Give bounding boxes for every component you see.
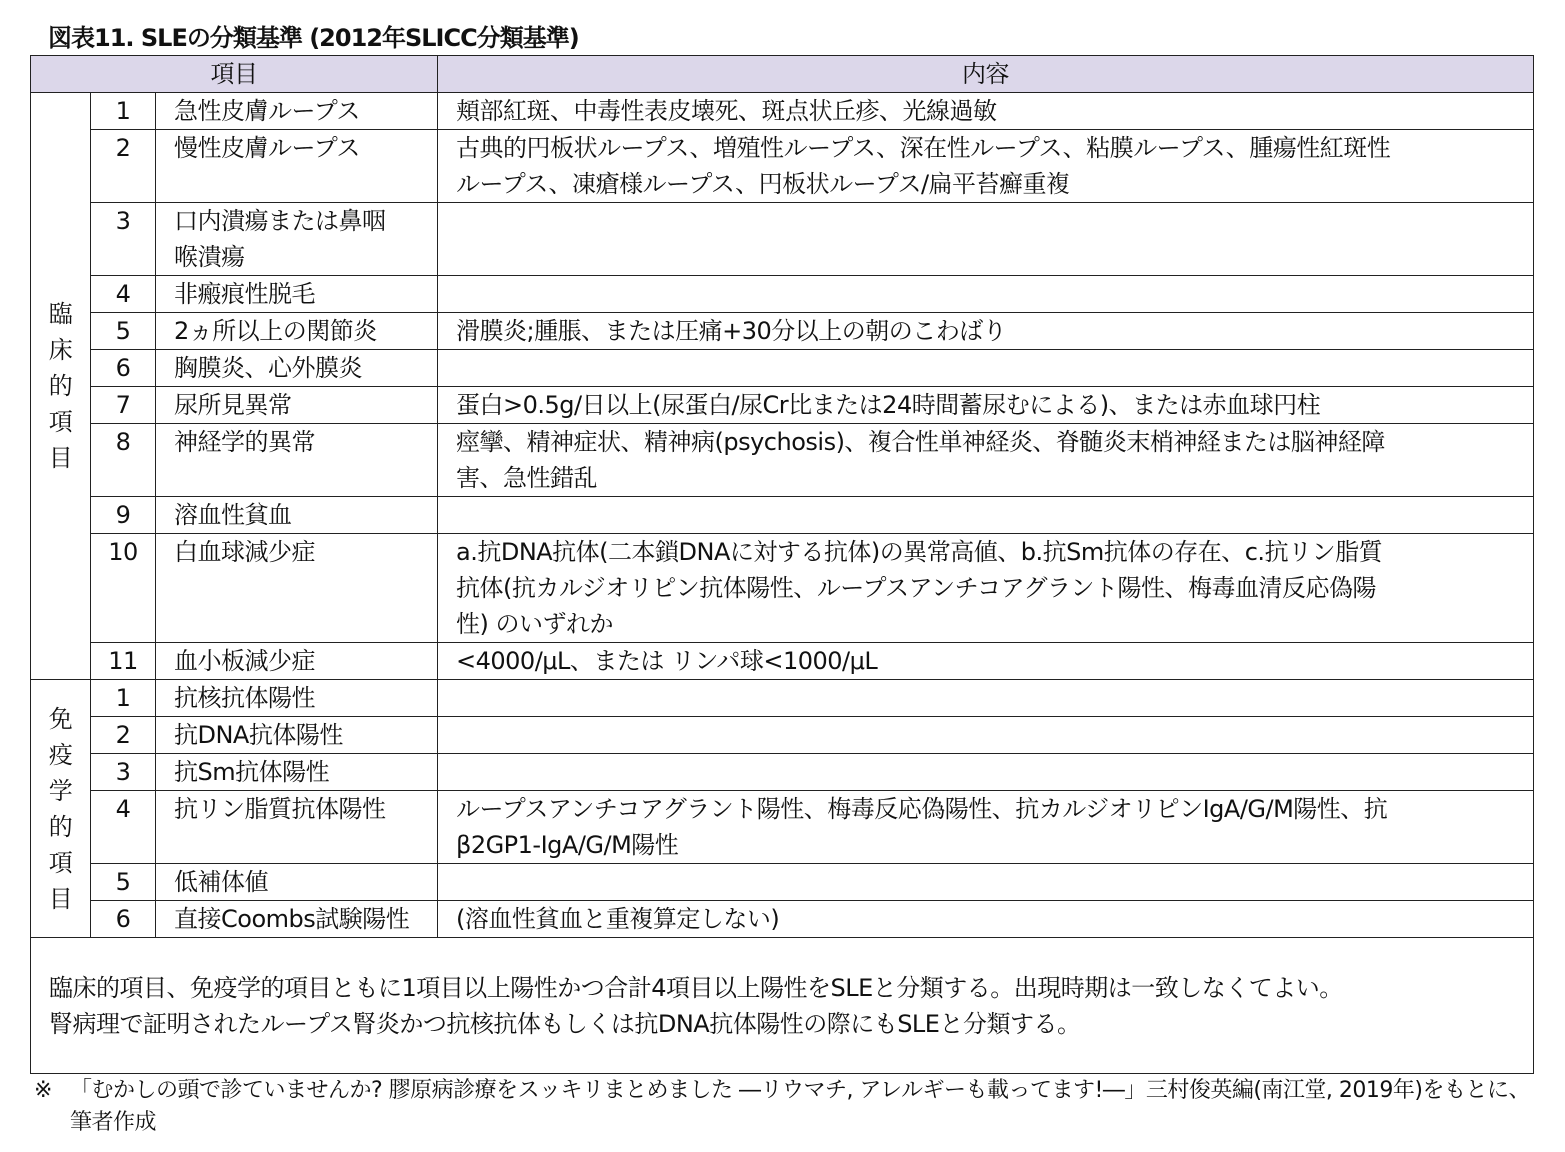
row-number: 6 xyxy=(91,350,156,387)
row-number: 7 xyxy=(91,387,156,424)
row-item: 2ヵ所以上の関節炎 xyxy=(156,313,438,350)
row-item: 溶血性貧血 xyxy=(156,497,438,534)
row-item: 神経学的異常 xyxy=(156,424,438,497)
row-number: 3 xyxy=(91,203,156,276)
row-content: a.抗DNA抗体(二本鎖DNAに対する抗体)の異常高値、b.抗Sm抗体の存在、c.抗リン脂質 抗体(抗カルジオリピン抗体陽性、ループスアンチコアグラント陽性、梅毒血清反応偽陽 性) のいずれか xyxy=(438,534,1534,643)
row-number: 10 xyxy=(91,534,156,643)
table-row xyxy=(31,424,1534,497)
row-content: 頬部紅斑、中毒性表皮壊死、斑点状丘疹、光線過敏 xyxy=(438,93,1534,130)
table-row xyxy=(31,276,1534,313)
table-row xyxy=(31,643,1534,680)
row-item: 胸膜炎、心外膜炎 xyxy=(156,350,438,387)
row-number: 5 xyxy=(91,864,156,901)
row-item: 急性皮膚ループス xyxy=(156,93,438,130)
row-content xyxy=(438,276,1534,313)
group-clinical: 臨 床 的 項 目 xyxy=(31,93,91,680)
footnote xyxy=(34,1075,1534,1139)
notes-row xyxy=(31,938,1534,1074)
table-row xyxy=(31,680,1534,717)
table-row xyxy=(31,350,1534,387)
table-row xyxy=(31,497,1534,534)
group-immunological: 免 疫 学 的 項 目 xyxy=(31,680,91,938)
table-row xyxy=(31,93,1534,130)
row-item: 低補体値 xyxy=(156,864,438,901)
table-row xyxy=(31,203,1534,276)
table-row xyxy=(31,534,1534,643)
row-number: 2 xyxy=(91,130,156,203)
table-row xyxy=(31,717,1534,754)
row-content xyxy=(438,717,1534,754)
row-number: 3 xyxy=(91,754,156,791)
table-row xyxy=(31,313,1534,350)
row-content xyxy=(438,754,1534,791)
table-header-row xyxy=(31,56,1534,93)
footnote-mark: ※ xyxy=(34,1078,52,1103)
row-number: 4 xyxy=(91,791,156,864)
row-number: 9 xyxy=(91,497,156,534)
table-row xyxy=(31,754,1534,791)
row-number: 6 xyxy=(91,901,156,938)
row-item: 白血球減少症 xyxy=(156,534,438,643)
row-content: 痙攣、精神症状、精神病(psychosis)、複合性単神経炎、脊髄炎末梢神経または脳神経障 害、急性錯乱 xyxy=(438,424,1534,497)
row-item: 尿所見異常 xyxy=(156,387,438,424)
row-number: 1 xyxy=(91,680,156,717)
row-number: 4 xyxy=(91,276,156,313)
row-content xyxy=(438,350,1534,387)
row-number: 5 xyxy=(91,313,156,350)
row-item: 直接Coombs試験陽性 xyxy=(156,901,438,938)
row-content xyxy=(438,680,1534,717)
classification-notes: 臨床的項目、免疫学的項目ともに1項目以上陽性かつ合計4項目以上陽性をSLEと分類する。出現時期は一致しなくてよい。 腎病理で証明されたループス腎炎かつ抗核抗体もしくは抗DNA抗体陽性の際にもSLEと分類する。 xyxy=(31,938,1534,1074)
row-content: 滑膜炎;腫脹、または圧痛+30分以上の朝のこわばり xyxy=(438,313,1534,350)
row-number: 1 xyxy=(91,93,156,130)
row-item: 血小板減少症 xyxy=(156,643,438,680)
row-content: 古典的円板状ループス、増殖性ループス、深在性ループス、粘膜ループス、腫瘍性紅斑性 ループス、凍瘡様ループス、円板状ループス/扁平苔癬重複 xyxy=(438,130,1534,203)
table-row xyxy=(31,901,1534,938)
row-number: 11 xyxy=(91,643,156,680)
row-item: 抗DNA抗体陽性 xyxy=(156,717,438,754)
row-item: 非瘢痕性脱毛 xyxy=(156,276,438,313)
row-item: 抗リン脂質抗体陽性 xyxy=(156,791,438,864)
row-number: 2 xyxy=(91,717,156,754)
footnote-text: 「むかしの頭で診ていませんか? 膠原病診療をスッキリまとめました ―リウマチ, アレルギーも載ってます!―」三村俊英編(南江堂, 2019年)をもとに、筆者作成 xyxy=(70,1078,1530,1135)
row-content xyxy=(438,203,1534,276)
row-number: 8 xyxy=(91,424,156,497)
row-item: 抗Sm抗体陽性 xyxy=(156,754,438,791)
row-content: (溶血性貧血と重複算定しない) xyxy=(438,901,1534,938)
table-row xyxy=(31,791,1534,864)
row-content xyxy=(438,497,1534,534)
row-item: 口内潰瘍または鼻咽 喉潰瘍 xyxy=(156,203,438,276)
row-content: ループスアンチコアグラント陽性、梅毒反応偽陽性、抗カルジオリピンIgA/G/M陽性、抗 β2GP1-IgA/G/M陽性 xyxy=(438,791,1534,864)
table-row xyxy=(31,130,1534,203)
row-content: 蛋白>0.5g/日以上(尿蛋白/尿Cr比または24時間蓄尿むによる)、または赤血球円柱 xyxy=(438,387,1534,424)
table-row xyxy=(31,387,1534,424)
row-item: 慢性皮膚ループス xyxy=(156,130,438,203)
table-row xyxy=(31,864,1534,901)
header-content: 内容 xyxy=(438,56,1534,93)
header-item: 項目 xyxy=(31,56,438,93)
sle-criteria-table xyxy=(30,55,1534,1074)
row-item: 抗核抗体陽性 xyxy=(156,680,438,717)
row-content xyxy=(438,864,1534,901)
row-content: <4000/μL、または リンパ球<1000/μL xyxy=(438,643,1534,680)
figure-title: 図表11. SLEの分類基準 (2012年SLICC分類基準) xyxy=(48,24,579,52)
